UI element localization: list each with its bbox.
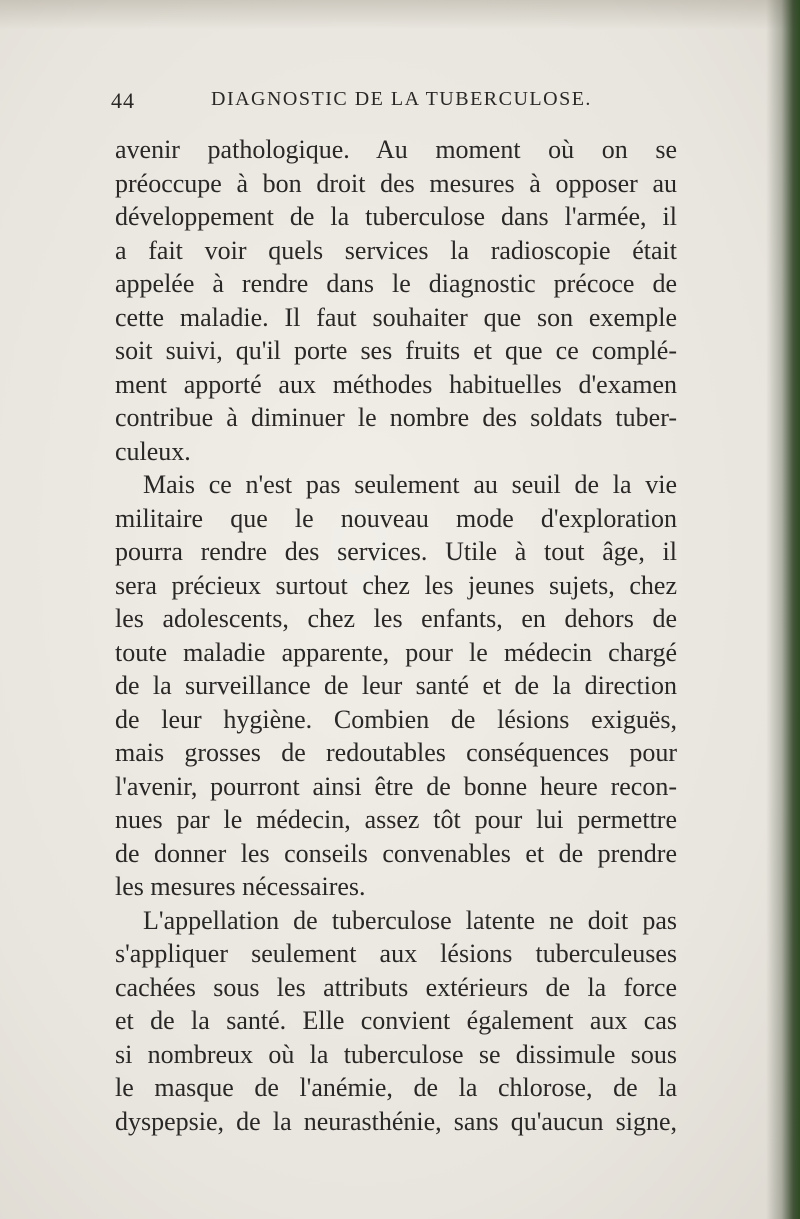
- text-line: cette maladie. Il faut souhaiter que son exemple: [115, 302, 677, 332]
- binding-edge-shadow: [766, 0, 800, 1219]
- text-line: mais grosses de redoutables conséquences pour: [115, 738, 677, 767]
- text-line: de donner les conseils convenables et de prendre: [115, 838, 677, 868]
- text-line: toute maladie apparente, pour le médecin chargé: [115, 637, 677, 667]
- text-line: dyspepsie, de la neurasthénie, sans qu'aucun signe,: [115, 1106, 677, 1136]
- text-line: et de la santé. Elle convient également aux cas: [115, 1006, 677, 1035]
- text-line: appelée à rendre dans le diagnostic précoce de: [115, 269, 677, 298]
- text-line: militaire que le nouveau mode d'exploration: [115, 503, 677, 533]
- text-line: de la surveillance de leur santé et de la direction: [115, 671, 677, 700]
- paragraph-start-line: Mais ce n'est pas seulement au seuil de la vie: [143, 470, 677, 499]
- page-number: 44: [111, 88, 135, 113]
- text-line: soit suivi, qu'il porte ses fruits et que ce complé-: [115, 336, 677, 365]
- text-line: le masque de l'anémie, de la chlorose, de la: [115, 1073, 677, 1102]
- running-title: DIAGNOSTIC DE LA TUBERCULOSE.: [211, 88, 592, 110]
- text-line: pourra rendre des services. Utile à tout âge, il: [115, 537, 677, 566]
- text-line: l'avenir, pourront ainsi être de bonne heure recon-: [115, 771, 677, 801]
- text-line: a fait voir quels services la radioscopie était: [115, 235, 677, 265]
- text-line: les mesures nécessaires.: [115, 872, 366, 901]
- text-line: les adolescents, chez les enfants, en dehors de: [115, 604, 677, 633]
- text-line: nues par le médecin, assez tôt pour lui permettre: [115, 805, 677, 834]
- text-line: contribue à diminuer le nombre des soldats tuber-: [115, 403, 677, 432]
- page-top-shadow: [0, 0, 800, 30]
- body-text: [115, 133, 677, 1138]
- text-line: sera précieux surtout chez les jeunes sujets, chez: [115, 570, 677, 600]
- text-line: si nombreux où la tuberculose se dissimule sous: [115, 1039, 677, 1069]
- running-head: [111, 88, 711, 118]
- text-line: s'appliquer seulement aux lésions tuberculeuses: [115, 939, 677, 968]
- text-line: cachées sous les attributs extérieurs de la force: [115, 972, 677, 1002]
- text-line: développement de la tuberculose dans l'armée, il: [115, 202, 677, 231]
- paragraph-start-line: L'appellation de tuberculose latente ne doit pas: [143, 905, 677, 935]
- text-line: ment apporté aux méthodes habituelles d'examen: [115, 369, 677, 399]
- text-line: avenir pathologique. Au moment où on se: [115, 135, 677, 164]
- text-line: culeux.: [115, 436, 191, 466]
- text-line: de leur hygiène. Combien de lésions exiguës,: [115, 704, 677, 734]
- text-line: préoccupe à bon droit des mesures à opposer au: [115, 168, 677, 198]
